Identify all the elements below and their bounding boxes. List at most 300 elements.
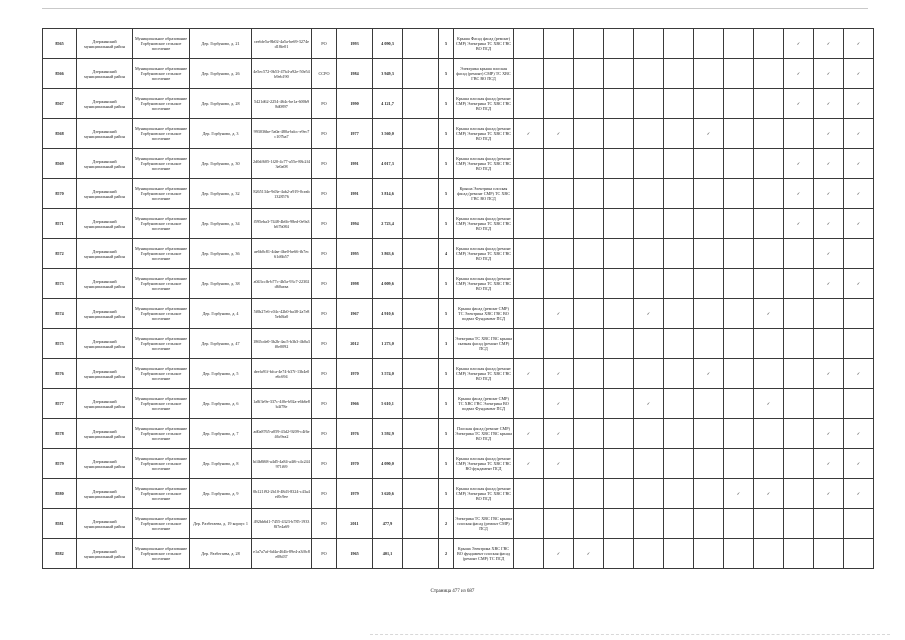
area-cell: 3 560,0 (373, 119, 403, 149)
works-cell: Крыша Электрика плоская фасад (ремонт СМР) ТС ХВС ГВС ВО ПСД (454, 179, 514, 209)
work-flag-cell (574, 269, 604, 299)
work-flag-cell (694, 269, 724, 299)
year-cell: 1994 (337, 209, 373, 239)
check-mark-icon: ✓ (694, 119, 724, 149)
works-cell: Крыша Электрика ХВС ГВС ВО фундамент плоская фасад (ремонт СМР) ТС ПСД (454, 539, 514, 569)
work-flag-cell (694, 239, 724, 269)
settlement-cell: Муниципальное образование Горбуновское сельское поселение (133, 59, 190, 89)
work-flag-cell (754, 359, 784, 389)
work-flag-cell (514, 209, 544, 239)
row-id: 8580 (43, 479, 77, 509)
check-mark-icon: ✓ (814, 149, 844, 179)
management-type-cell: РО (312, 329, 337, 359)
check-mark-icon: ✓ (814, 449, 844, 479)
table-row (43, 479, 874, 509)
row-id: 8568 (43, 119, 77, 149)
row-id: 8578 (43, 419, 77, 449)
work-flag-cell (664, 89, 694, 119)
check-mark-icon: ✓ (844, 359, 874, 389)
row-id: 8566 (43, 59, 77, 89)
check-mark-icon: ✓ (694, 359, 724, 389)
area-cell: 4 910,6 (373, 299, 403, 329)
guid-cell: a043ccfb-b77c-4b5a-93c7-22302d60aeaa (252, 269, 312, 299)
work-flag-cell (694, 329, 724, 359)
address-cell: Дер. Горбуново, д. 28 (190, 89, 252, 119)
empty-cell (403, 479, 439, 509)
floors-cell: 4 (439, 239, 454, 269)
address-cell: Дер. Горбуново, д. 6 (190, 389, 252, 419)
area-cell: 4 017,3 (373, 149, 403, 179)
work-flag-cell (604, 509, 634, 539)
management-type-cell: РО (312, 239, 337, 269)
work-flag-cell (634, 419, 664, 449)
empty-cell (403, 209, 439, 239)
work-flag-cell (634, 449, 664, 479)
check-mark-icon: ✓ (784, 179, 814, 209)
work-flag-cell (724, 509, 754, 539)
settlement-cell: Муниципальное образование Горбуновское сельское поселение (133, 479, 190, 509)
work-flag-cell (604, 29, 634, 59)
table-row (43, 389, 874, 419)
floors-cell: 5 (439, 179, 454, 209)
work-flag-cell (574, 419, 604, 449)
settlement-cell: Муниципальное образование Горбуновское сельское поселение (133, 149, 190, 179)
work-flag-cell (574, 149, 604, 179)
check-mark-icon: ✓ (784, 89, 814, 119)
work-flag-cell (784, 239, 814, 269)
year-cell: 1979 (337, 479, 373, 509)
work-flag-cell (694, 59, 724, 89)
settlement-cell: Муниципальное образование Горбуновское сельское поселение (133, 209, 190, 239)
works-cell: Крыша плоская фасад (ремонт СМР) Электрика ТС ХВС ГВС ВО ПСД (454, 209, 514, 239)
work-flag-cell (634, 179, 664, 209)
work-flag-cell (724, 59, 754, 89)
settlement-cell: Муниципальное образование Горбуновское сельское поселение (133, 389, 190, 419)
work-flag-cell (544, 149, 574, 179)
table-row (43, 239, 874, 269)
settlement-cell: Муниципальное образование Горбуновское сельское поселение (133, 89, 190, 119)
address-cell: Дер. Горбуново, д. 26 (190, 59, 252, 89)
works-cell: Крыша плоская фасад (ремонт СМР) Электрика ТС ХВС ГВС ВО ПСД (454, 479, 514, 509)
check-mark-icon: ✓ (814, 239, 844, 269)
management-type-cell: РО (312, 389, 337, 419)
settlement-cell: Муниципальное образование Горбуновское сельское поселение (133, 299, 190, 329)
work-flag-cell (514, 329, 544, 359)
work-flag-cell (784, 479, 814, 509)
district-cell: Дзержинский муниципальный район (77, 539, 133, 569)
work-flag-cell (784, 359, 814, 389)
year-cell: 2012 (337, 329, 373, 359)
empty-cell (403, 329, 439, 359)
empty-cell (403, 149, 439, 179)
check-mark-icon: ✓ (844, 89, 874, 119)
district-cell: Дзержинский муниципальный район (77, 299, 133, 329)
floors-cell: 5 (439, 389, 454, 419)
settlement-cell: Муниципальное образование Горбуновское сельское поселение (133, 269, 190, 299)
works-cell: Электрика крыша плоская фасад (ремонт) СМР) ТС ХВС ГВС ВО ПСД (454, 59, 514, 89)
guid-cell: 492bb6d1-7455-4323-b785-19338f7e4a69 (252, 509, 312, 539)
work-flag-cell (754, 89, 784, 119)
year-cell: 1998 (337, 269, 373, 299)
work-flag-cell (604, 89, 634, 119)
work-flag-cell (604, 359, 634, 389)
work-flag-cell (544, 239, 574, 269)
guid-cell: deefa91f-bfca-4e74-b37f-13b4e0e6c694 (252, 359, 312, 389)
check-mark-icon: ✓ (514, 419, 544, 449)
work-flag-cell (754, 119, 784, 149)
work-flag-cell (574, 209, 604, 239)
guid-cell: 993036be-5a0a-480a-bdcc-e9ec7c107ba7 (252, 119, 312, 149)
work-flag-cell (664, 539, 694, 569)
work-flag-cell (574, 449, 604, 479)
check-mark-icon: ✓ (784, 59, 814, 89)
work-flag-cell (814, 539, 844, 569)
work-flag-cell (604, 209, 634, 239)
district-cell: Дзержинский муниципальный район (77, 89, 133, 119)
work-flag-cell (724, 539, 754, 569)
floors-cell: 5 (439, 59, 454, 89)
district-cell: Дзержинский муниципальный район (77, 449, 133, 479)
check-mark-icon: ✓ (814, 59, 844, 89)
address-cell: Дер. Горбуново, д. 32 (190, 179, 252, 209)
work-flag-cell (754, 59, 784, 89)
work-flag-cell (604, 389, 634, 419)
area-cell: 3 574,0 (373, 359, 403, 389)
work-flag-cell (754, 449, 784, 479)
check-mark-icon: ✓ (754, 479, 784, 509)
management-type-cell: ССРО (312, 59, 337, 89)
floors-cell: 5 (439, 419, 454, 449)
year-cell: 1991 (337, 179, 373, 209)
settlement-cell: Муниципальное образование Горбуновское сельское поселение (133, 419, 190, 449)
settlement-cell: Муниципальное образование Горбуновское сельское поселение (133, 449, 190, 479)
work-flag-cell (574, 359, 604, 389)
works-cell: Крыша плоская фасад (ремонт СМР) Электрика ТС ХВС ГВС ВО фундамент ПСД (454, 449, 514, 479)
work-flag-cell (754, 179, 784, 209)
check-mark-icon: ✓ (544, 119, 574, 149)
address-cell: Дер. Горбуново, д. 3 (190, 119, 252, 149)
work-flag-cell (814, 389, 844, 419)
work-flag-cell (784, 419, 814, 449)
area-cell: 4 090,0 (373, 449, 403, 479)
works-cell: Крыша плоская фасад (ремонт СМР) Электрика ТС ХВС ГВС ВО ПСД (454, 359, 514, 389)
check-mark-icon: ✓ (754, 389, 784, 419)
works-cell: Крыша фасад (ремонт СМР) ТС ХВС ГВС Электрика ВО подвал Фундамент ПСД (454, 389, 514, 419)
table-row (43, 119, 874, 149)
work-flag-cell (544, 269, 574, 299)
year-cell: 1976 (337, 419, 373, 449)
work-flag-cell (664, 269, 694, 299)
area-cell: 477,9 (373, 509, 403, 539)
floors-cell: 2 (439, 539, 454, 569)
guid-cell: ae6b0c81-4dae-4be0-be66-fb7ec61d6b57 (252, 239, 312, 269)
guid-cell: 2d0df605-1f20-4c77-a55e-88c2f43e0a08 (252, 149, 312, 179)
work-flag-cell (604, 149, 634, 179)
check-mark-icon: ✓ (814, 419, 844, 449)
address-cell: Дер. Горбуново, д. 47 (190, 329, 252, 359)
work-flag-cell (604, 239, 634, 269)
check-mark-icon: ✓ (544, 389, 574, 419)
work-flag-cell (724, 449, 754, 479)
row-id: 8576 (43, 359, 77, 389)
work-flag-cell (784, 449, 814, 479)
work-flag-cell (634, 509, 664, 539)
work-flag-cell (844, 539, 874, 569)
work-flag-cell (664, 479, 694, 509)
management-type-cell: РО (312, 509, 337, 539)
work-flag-cell (634, 539, 664, 569)
district-cell: Дзержинский муниципальный район (77, 179, 133, 209)
management-type-cell: РО (312, 299, 337, 329)
work-flag-cell (514, 539, 544, 569)
year-cell: 1993 (337, 29, 373, 59)
check-mark-icon: ✓ (544, 449, 574, 479)
row-id: 8573 (43, 269, 77, 299)
work-flag-cell (754, 509, 784, 539)
area-cell: 3 620,6 (373, 479, 403, 509)
floors-cell: 5 (439, 449, 454, 479)
check-mark-icon: ✓ (544, 539, 574, 569)
settlement-cell: Муниципальное образование Горбуновское сельское поселение (133, 29, 190, 59)
empty-cell (403, 359, 439, 389)
district-cell: Дзержинский муниципальный район (77, 149, 133, 179)
row-id: 8574 (43, 299, 77, 329)
work-flag-cell (604, 119, 634, 149)
work-flag-cell (574, 329, 604, 359)
year-cell: 1991 (337, 149, 373, 179)
check-mark-icon: ✓ (814, 269, 844, 299)
work-flag-cell (604, 479, 634, 509)
work-flag-cell (724, 389, 754, 419)
management-type-cell: РО (312, 269, 337, 299)
works-cell: Крыша плоская фасад (ремонт СМР) Электрика ТС ХВС ГВС ВО ПСД (454, 89, 514, 119)
address-cell: Дер. Горбуново, д. 38 (190, 269, 252, 299)
work-flag-cell (784, 509, 814, 539)
empty-cell (403, 419, 439, 449)
table-row (43, 539, 874, 569)
row-id: 8577 (43, 389, 77, 419)
check-mark-icon: ✓ (784, 209, 814, 239)
work-flag-cell (694, 149, 724, 179)
empty-cell (403, 509, 439, 539)
work-flag-cell (514, 299, 544, 329)
empty-cell (403, 449, 439, 479)
floors-cell: 5 (439, 149, 454, 179)
work-flag-cell (844, 509, 874, 539)
work-flag-cell (754, 539, 784, 569)
address-cell: Дер. Горбуново, д. 5 (190, 359, 252, 389)
work-flag-cell (604, 329, 634, 359)
settlement-cell: Муниципальное образование Горбуновское сельское поселение (133, 239, 190, 269)
table-row (43, 209, 874, 239)
check-mark-icon: ✓ (754, 299, 784, 329)
work-flag-cell (754, 269, 784, 299)
work-flag-cell (514, 509, 544, 539)
work-flag-cell (724, 299, 754, 329)
area-cell: 3 814,6 (373, 179, 403, 209)
management-type-cell: РО (312, 179, 337, 209)
floors-cell: 5 (439, 29, 454, 59)
address-cell: Дер. Горбуново, д. 8 (190, 449, 252, 479)
table-row (43, 299, 874, 329)
row-id: 8582 (43, 539, 77, 569)
settlement-cell: Муниципальное образование Горбуновское сельское поселение (133, 179, 190, 209)
year-cell: 1970 (337, 449, 373, 479)
work-flag-cell (694, 449, 724, 479)
year-cell: 1995 (337, 239, 373, 269)
empty-cell (403, 179, 439, 209)
management-type-cell: РО (312, 119, 337, 149)
empty-cell (403, 89, 439, 119)
settlement-cell: Муниципальное образование Горбуновское сельское поселение (133, 329, 190, 359)
guid-cell: 1a8f3e9e-337c-4f0e-b92a-e6b6e8b4f78e (252, 389, 312, 419)
work-flag-cell (514, 59, 544, 89)
work-flag-cell (604, 179, 634, 209)
work-flag-cell (604, 299, 634, 329)
work-flag-cell (664, 179, 694, 209)
area-cell: 4 090,3 (373, 29, 403, 59)
works-cell: Плоская фасад (ремонт СМР) Электрика ТС ХВС ГВС крыша ВО ПСД (454, 419, 514, 449)
work-flag-cell (664, 389, 694, 419)
table-row (43, 419, 874, 449)
work-flag-cell (694, 509, 724, 539)
management-type-cell: РО (312, 149, 337, 179)
area-cell: 5 610,1 (373, 389, 403, 419)
empty-cell (403, 119, 439, 149)
work-flag-cell (634, 149, 664, 179)
row-id: 8569 (43, 149, 77, 179)
work-flag-cell (574, 119, 604, 149)
work-flag-cell (724, 89, 754, 119)
table-row (43, 269, 874, 299)
work-flag-cell (664, 419, 694, 449)
work-flag-cell (784, 299, 814, 329)
work-flag-cell (544, 29, 574, 59)
work-flag-cell (514, 269, 544, 299)
check-mark-icon: ✓ (814, 29, 844, 59)
guid-cell: 5421d62-2254-464c-be1a-600b98d0897 (252, 89, 312, 119)
check-mark-icon: ✓ (814, 89, 844, 119)
guid-cell: 5f0b27e6-c04c-42b0-ba38-2a7e85eb0fa0 (252, 299, 312, 329)
table-row (43, 329, 874, 359)
table-row (43, 89, 874, 119)
work-flag-cell (724, 269, 754, 299)
work-flag-cell (664, 209, 694, 239)
floors-cell: 5 (439, 209, 454, 239)
empty-cell (403, 299, 439, 329)
check-mark-icon: ✓ (814, 209, 844, 239)
table-row (43, 509, 874, 539)
work-flag-cell (604, 539, 634, 569)
check-mark-icon: ✓ (814, 179, 844, 209)
row-id: 8571 (43, 209, 77, 239)
work-flag-cell (544, 209, 574, 239)
works-cell: Крыша плоская фасад (ремонт СМР) Электрика ТС ХВС ГВС ВО ПСД (454, 119, 514, 149)
works-cell: Электрика ТС ХВС ГВС крыша скатная фасад (ремонт СМР) ПСД (454, 329, 514, 359)
work-flag-cell (664, 509, 694, 539)
work-flag-cell (754, 419, 784, 449)
address-cell: Дер. Разбегаева, д. 28 (190, 539, 252, 569)
district-cell: Дзержинский муниципальный район (77, 59, 133, 89)
work-flag-cell (544, 59, 574, 89)
area-cell: 4 121,7 (373, 89, 403, 119)
work-flag-cell (544, 329, 574, 359)
check-mark-icon: ✓ (544, 359, 574, 389)
work-flag-cell (724, 119, 754, 149)
work-flag-cell (754, 239, 784, 269)
works-cell: Крыша плоская фасад (ремонт СМР) Электрика ТС ХВС ГВС ВО ПСД (454, 149, 514, 179)
work-flag-cell (694, 389, 724, 419)
floors-cell: 5 (439, 359, 454, 389)
floors-cell: 5 (439, 479, 454, 509)
address-cell: Дер. Горбуново, д. 4 (190, 299, 252, 329)
work-flag-cell (814, 329, 844, 359)
guid-cell: f595eba3-7448-4b6b-98ed-0e9a3b67b084 (252, 209, 312, 239)
check-mark-icon: ✓ (634, 389, 664, 419)
address-cell: Дер. Разбегаева, д. 19 корпус 1 (190, 509, 252, 539)
area-cell: 3 949,3 (373, 59, 403, 89)
work-flag-cell (604, 419, 634, 449)
address-cell: Дер. Горбуново, д. 36 (190, 239, 252, 269)
row-id: 8570 (43, 179, 77, 209)
row-id: 8575 (43, 329, 77, 359)
area-cell: 3 863,6 (373, 239, 403, 269)
empty-cell (403, 389, 439, 419)
row-id: 8567 (43, 89, 77, 119)
check-mark-icon: ✓ (814, 119, 844, 149)
table-row (43, 179, 874, 209)
work-flag-cell (574, 479, 604, 509)
work-flag-cell (634, 59, 664, 89)
empty-cell (403, 269, 439, 299)
address-cell: Дер. Горбуново, д. 7 (190, 419, 252, 449)
empty-cell (403, 59, 439, 89)
floors-cell: 5 (439, 299, 454, 329)
page-footer: Страница 477 из 687 (430, 589, 475, 594)
works-cell: Крыша Фасад фасад (ремонт) СМР) Электрика ТС ХВС ГВС ВО ПСД (454, 29, 514, 59)
work-flag-cell (694, 89, 724, 119)
check-mark-icon: ✓ (844, 209, 874, 239)
year-cell: 1977 (337, 119, 373, 149)
work-flag-cell (724, 359, 754, 389)
floors-cell: 5 (439, 89, 454, 119)
check-mark-icon: ✓ (514, 119, 544, 149)
district-cell: Дзержинский муниципальный район (77, 29, 133, 59)
check-mark-icon: ✓ (844, 59, 874, 89)
district-cell: Дзержинский муниципальный район (77, 419, 133, 449)
work-flag-cell (844, 389, 874, 419)
work-flag-cell (574, 299, 604, 329)
management-type-cell: РО (312, 209, 337, 239)
settlement-cell: Муниципальное образование Горбуновское сельское поселение (133, 509, 190, 539)
check-mark-icon: ✓ (844, 269, 874, 299)
settlement-cell: Муниципальное образование Горбуновское сельское поселение (133, 119, 190, 149)
work-flag-cell (814, 299, 844, 329)
work-flag-cell (604, 269, 634, 299)
work-flag-cell (694, 419, 724, 449)
table-row (43, 59, 874, 89)
check-mark-icon: ✓ (784, 29, 814, 59)
work-flag-cell (694, 539, 724, 569)
work-flag-cell (574, 509, 604, 539)
work-flag-cell (754, 329, 784, 359)
work-flag-cell (784, 119, 814, 149)
work-flag-cell (844, 239, 874, 269)
district-cell: Дзержинский муниципальный район (77, 119, 133, 149)
area-cell: 4 009,6 (373, 269, 403, 299)
work-flag-cell (544, 179, 574, 209)
work-flag-cell (604, 449, 634, 479)
